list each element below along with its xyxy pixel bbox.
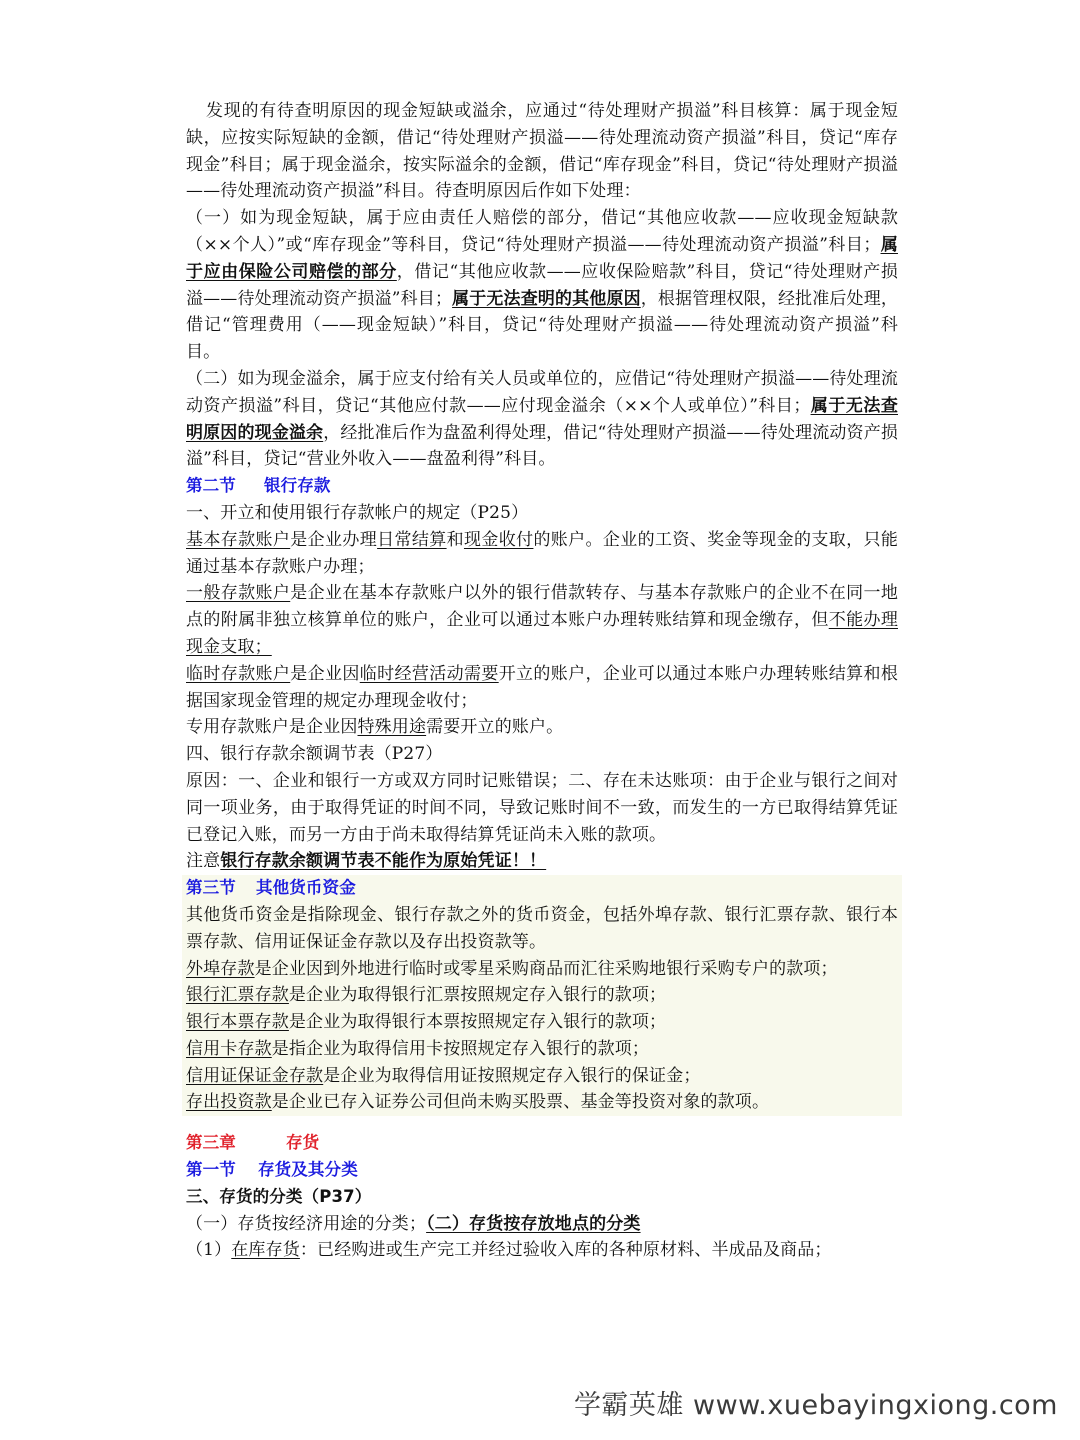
term: 外埠存款: [186, 958, 255, 979]
text: （一）存货按经济用途的分类；: [186, 1213, 427, 1234]
text: 是企业因到外地进行临时或零星采购商品而汇往采购地银行采购专户的款项；: [254, 958, 838, 979]
text: 的账户。企业的工资、奖金等现金的支取，只能通过基本存款账户办理；: [186, 529, 898, 577]
other-funds-block: [182, 875, 902, 1116]
section-heading-inventory: [186, 1157, 898, 1184]
subheading-account-rules: 一、开立和使用银行存款帐户的规定（P25）: [186, 502, 529, 523]
subheading-reconciliation: 四、银行存款余额调节表（P27）: [186, 744, 443, 765]
section-title: 存货及其分类: [257, 1160, 358, 1180]
term: 信用卡存款: [186, 1038, 272, 1059]
text: 需要开立的账户。: [426, 717, 564, 738]
text: 是企业为取得银行汇票按照规定存入银行的款项；: [288, 985, 667, 1006]
text: ，借记“其他应收款——应收保险赔款”科目，贷记“待处理财产损溢——待处理流动资产损溢”科目；: [186, 261, 898, 309]
term: 基本存款账户: [186, 529, 291, 550]
chapter-heading: [186, 1130, 898, 1157]
section-number: 第三节: [186, 878, 236, 898]
classification-line: [186, 1211, 898, 1238]
temporary-account-definition: [186, 661, 898, 715]
term: 在库存货: [231, 1240, 300, 1261]
general-account-definition: [186, 580, 898, 660]
emphasis-note: 银行存款余额调节表不能作为原始凭证！！: [220, 851, 547, 872]
list-item: [186, 1089, 898, 1116]
list-item: [186, 1063, 898, 1090]
document-body: [186, 98, 898, 1264]
text: （一）如为现金短缺，属于应由责任人赔偿的部分，借记“其他应收款——应收现金短缺款（××个人）”或“库存现金”等科目，贷记“待处理财产损溢——待处理流动资产损溢”科目；: [186, 208, 898, 255]
list-item: [186, 1036, 898, 1063]
emphasis-unknown-overage: 属于无法查明原因的现金溢余: [186, 395, 898, 443]
text: 专用存款账户是企业因: [186, 717, 358, 738]
text: 开立的账户，企业可以通过本账户办理转账结算和根据国家现金管理的规定办理现金收付；: [186, 663, 898, 711]
emphasis-unknown-cause: 属于无法查明的其他原因: [452, 288, 641, 309]
term: 银行汇票存款: [186, 985, 289, 1006]
text: 是企业为取得信用证按照规定存入银行的保证金；: [323, 1065, 701, 1086]
text: 是企业在基本存款账户以外的银行借款转存、与基本存款账户的企业不在同一地点的附属非独立核算单位的账户，企业可以通过本账户办理转账结算和现金缴存，但: [186, 583, 898, 631]
text: 是指企业为取得信用卡按照规定存入银行的款项；: [271, 1038, 650, 1059]
text: 是企业办理: [290, 529, 378, 550]
term: 信用证保证金存款: [186, 1065, 324, 1086]
cash-shortage-intro: 发现的有待查明原因的现金短缺或溢余，应通过“待处理财产损溢”科目核算：属于现金短缺，应按实际短缺的金额，借记“待处理财产损溢——待处理流动资产损溢”科目，贷记“库存现金”科目；属于现金溢余，按实际溢余的金额，借记“库存现金”科目，贷记“待处理财产损溢——待处理流动资产损溢”科目。待查明原因后作如下处理：: [186, 101, 898, 202]
section-number: 第二节: [186, 476, 236, 496]
in-stock-definition: [186, 1237, 898, 1264]
section-heading-other-funds: [186, 875, 898, 902]
watermark-brand: 学霸英雄 www.xuebayingxiong.com: [573, 1390, 1058, 1421]
term: 特殊用途: [357, 717, 427, 738]
text: 是企业已存入证券公司但尚未购买股票、基金等投资对象的款项。: [271, 1092, 770, 1113]
list-item: [186, 982, 898, 1009]
text: ：已经购进或生产完工并经过验收入库的各种原材料、半成品及商品；: [299, 1240, 832, 1261]
term: 日常结算: [377, 529, 447, 550]
chapter-title: 存货: [285, 1133, 320, 1153]
chapter-number: 第三章: [186, 1133, 236, 1153]
cash-overage-handling: [186, 366, 898, 473]
text: 注意: [186, 851, 221, 872]
text: 是企业因: [290, 663, 360, 684]
reconciliation-note: [186, 848, 898, 875]
text: 是企业为取得银行本票按照规定存入银行的款项；: [288, 1012, 667, 1033]
other-funds-intro: 其他货币资金是指除现金、银行存款之外的货币资金，包括外埠存款、银行汇票存款、银行本票存款、信用证保证金存款以及存出投资款等。: [186, 904, 898, 952]
section-title: 银行存款: [263, 476, 331, 496]
special-account-definition: [186, 714, 898, 741]
text: ，根据管理权限，经批准后处理，借记“管理费用（——现金短缺）”科目，贷记“待处理财产损溢——待处理流动资产损溢”科目。: [186, 288, 898, 363]
list-item: [186, 1009, 898, 1036]
section-number: 第一节: [186, 1160, 236, 1180]
text: ，经批准后作为盘盈利得处理，借记“待处理财产损溢——待处理流动资产损溢”科目，贷记“营业外收入——盘盈利得”科目。: [186, 422, 898, 470]
list-item: [186, 956, 898, 983]
reconciliation-reason: 原因：一、企业和银行一方或双方同时记账错误；二、存在未达账项：由于企业与银行之间对同一项业务，由于取得凭证的时间不同，导致记账时间不一致，而发生的一方已取得结算凭证已登记入账，而另一方由于尚未取得结算凭证尚未入账的款项。: [186, 770, 898, 845]
section-title: 其他货币资金: [255, 878, 356, 898]
basic-account-definition: [186, 527, 898, 581]
term: 临时经营活动需要: [359, 663, 499, 684]
term: 银行本票存款: [186, 1012, 289, 1033]
text: 和: [446, 529, 464, 550]
term: 存出投资款: [186, 1092, 272, 1113]
subheading-inventory-classification: 三、存货的分类（P37）: [186, 1186, 372, 1206]
section-heading-bank: [186, 473, 898, 500]
emphasis-insurance: 属于应由保险公司赔偿的部分: [186, 234, 898, 282]
term: 不能办理现金支取；: [186, 610, 898, 657]
text: （二）如为现金溢余，属于应支付给有关人员或单位的，应借记“待处理财产损溢——待处理流动资产损溢”科目，贷记“其他应付款——应付现金溢余（××个人或单位）”科目；: [186, 368, 898, 416]
emphasis-by-location: （二）存货按存放地点的分类: [426, 1213, 641, 1234]
text: （1）: [186, 1240, 232, 1261]
term: 现金收付: [463, 529, 534, 550]
term: 临时存款账户: [186, 663, 291, 684]
term: 一般存款账户: [186, 583, 291, 604]
cash-shortage-handling: [186, 205, 898, 366]
